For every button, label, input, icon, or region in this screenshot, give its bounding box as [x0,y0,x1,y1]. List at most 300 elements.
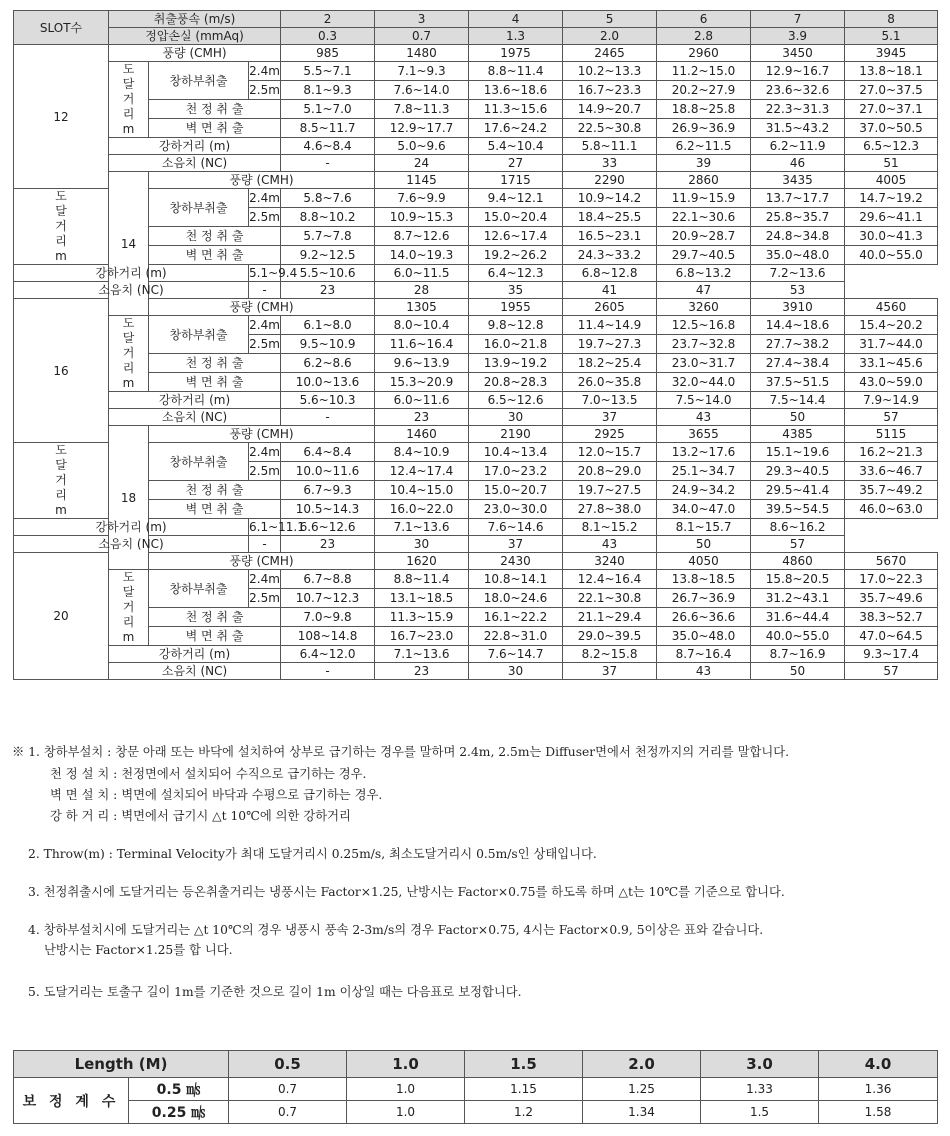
wall-value: 34.0~47.0 [657,500,751,519]
noise-value: 35 [469,282,563,299]
note-5: 5. 도달거리는 토출구 길이 1m를 기준한 것으로 길이 1m 이상일 때는 다음표로 보정합니다. [28,985,522,999]
ceiling-value: 5.1~7.0 [281,100,375,119]
window-25-value: 23.6~32.6 [751,81,845,100]
slot-number: 14 [109,172,149,316]
noise-value: 46 [751,155,845,172]
noise-value: 53 [751,282,845,299]
window-25-value: 12.4~17.4 [375,462,469,481]
ceiling-value: 16.1~22.2 [469,608,563,627]
noise-value: 24 [375,155,469,172]
reach-char: 리 [122,361,135,375]
wall-value: 32.0~44.0 [657,373,751,392]
pressure-value: 0.7 [375,28,469,45]
wall-value: 24.3~33.2 [563,246,657,265]
drop-label: 강하거리 (m) [14,519,249,536]
drop-value: 5.8~11.1 [563,138,657,155]
flow-value: 2860 [657,172,751,189]
noise-label: 소음치 (NC) [109,409,281,426]
window-25-value: 8.1~9.3 [281,81,375,100]
factor-025-2: 1.2 [465,1101,583,1124]
window-25-value: 31.2~43.1 [751,589,845,608]
flow-value: 4050 [657,553,751,570]
wall-value: 12.9~17.7 [375,119,469,138]
window-24-value: 16.2~21.3 [845,443,938,462]
factor-025-1: 1.0 [347,1101,465,1124]
flow-value: 1955 [469,299,563,316]
noise-value: 43 [657,663,751,680]
window-24-value: 14.7~19.2 [845,189,938,208]
flow-value: 3450 [751,45,845,62]
velocity-label: 취출풍속 (m/s) [109,11,281,28]
noise-value: 57 [751,536,845,553]
noise-value: 50 [751,409,845,426]
drop-row [14,646,938,663]
flow-value: 2290 [563,172,657,189]
note-1-wall: 벽 면 설 치 : 벽면에 설치되어 바닥과 수평으로 급기하는 경우. [50,788,383,802]
wall-label: 벽 면 취 출 [149,119,281,138]
reach-char: 도 [55,443,67,457]
flow-row [14,172,938,189]
reach-char: 거 [55,219,67,233]
ceiling-value: 13.9~19.2 [469,354,563,373]
flow-value: 3260 [657,299,751,316]
window-24-value: 6.7~8.8 [281,570,375,589]
drop-row [14,392,938,409]
flow-value: 1715 [469,172,563,189]
ceiling-value: 20.9~28.7 [657,227,751,246]
height-25: 2.5m [249,335,281,354]
reach-distance-label [109,62,149,138]
noise-value: 23 [375,409,469,426]
slot-number: 16 [14,299,109,443]
factor-05-5: 1.36 [819,1078,938,1101]
window-24-value: 9.8~12.8 [469,316,563,335]
reach-char: 거 [55,473,67,487]
ceiling-value: 9.6~13.9 [375,354,469,373]
slot-number: 12 [14,45,109,189]
noise-value: 30 [469,663,563,680]
ceiling-value: 35.7~49.2 [845,481,938,500]
flow-value: 1975 [469,45,563,62]
factor-025-4: 1.5 [701,1101,819,1124]
drop-value: 9.3~17.4 [845,646,938,663]
wall-value: 10.0~13.6 [281,373,375,392]
noise-value: 37 [469,536,563,553]
note-2: 2. Throw(m) : Terminal Velocity가 최대 도달거리시 0.25m/s, 최소도달거리시 0.5m/s인 상태입니다. [28,847,597,861]
reach-char: 도 [122,570,135,584]
reach-char: 거 [122,600,135,614]
height-25: 2.5m [249,208,281,227]
flow-value: 2190 [469,426,563,443]
window-25-value: 16.0~21.8 [469,335,563,354]
wall-label: 벽 면 취 출 [149,500,281,519]
length-5: 4.0 [819,1051,938,1078]
window-25-value: 8.8~10.2 [281,208,375,227]
drop-value: 7.5~14.4 [751,392,845,409]
window-24-value: 5.8~7.6 [281,189,375,208]
factor-05-3: 1.25 [583,1078,701,1101]
noise-row [14,155,938,172]
window-25-value: 11.6~16.4 [375,335,469,354]
drop-label: 강하거리 (m) [109,646,281,663]
wall-row [14,627,938,646]
window-25-value: 27.7~38.2 [751,335,845,354]
window-24-value: 12.5~16.8 [657,316,751,335]
ceiling-row [14,608,938,627]
flow-value: 5115 [845,426,938,443]
flow-value: 4005 [845,172,938,189]
window-25-value: 13.1~18.5 [375,589,469,608]
window-25-value: 7.6~14.0 [375,81,469,100]
drop-label: 강하거리 (m) [14,265,249,282]
flow-value: 4385 [751,426,845,443]
reach-char: 거 [122,92,135,106]
window-24-value: 10.9~14.2 [563,189,657,208]
height-25: 2.5m [249,462,281,481]
window-24-value: 11.2~15.0 [657,62,751,81]
drop-value: 7.5~14.0 [657,392,751,409]
height-24: 2.4m [249,443,281,462]
wall-label: 벽 면 취 출 [149,373,281,392]
window-24-value: 7.1~9.3 [375,62,469,81]
factor-025-0: 0.7 [229,1101,347,1124]
ceiling-label: 천 정 취 출 [149,100,281,119]
drop-value: 8.7~16.4 [657,646,751,663]
ceiling-value: 10.4~15.0 [375,481,469,500]
reach-char: 리 [122,107,135,121]
flow-value: 1460 [375,426,469,443]
ceiling-label: 천 정 취 출 [149,354,281,373]
noise-value: - [281,409,375,426]
window-24-value: 15.8~20.5 [751,570,845,589]
wall-value: 39.5~54.5 [751,500,845,519]
wall-value: 20.8~28.3 [469,373,563,392]
drop-value: 8.1~15.2 [563,519,657,536]
drop-value: 6.8~13.2 [657,265,751,282]
wall-value: 16.0~22.0 [375,500,469,519]
drop-value: 7.6~14.6 [469,519,563,536]
drop-row [14,138,938,155]
length-2: 1.5 [465,1051,583,1078]
pressure-value: 2.8 [657,28,751,45]
slot-header: SLOT수 [14,11,109,45]
drop-value: 6.4~12.0 [281,646,375,663]
noise-row [14,536,938,553]
header-pressure-row [14,28,938,45]
window-25-value: 13.6~18.6 [469,81,563,100]
flow-label: 풍량 (CMH) [109,45,281,62]
noise-label: 소음치 (NC) [14,282,249,299]
ceiling-value: 24.9~34.2 [657,481,751,500]
reach-char: m [55,249,67,263]
ceiling-value: 38.3~52.7 [845,608,938,627]
noise-value: - [249,282,281,299]
window-24-row [14,443,938,462]
reach-char: 거 [122,346,135,360]
noise-value: 33 [563,155,657,172]
noise-value: 30 [469,409,563,426]
wall-value: 19.2~26.2 [469,246,563,265]
height-25: 2.5m [249,589,281,608]
reach-distance-label [14,189,109,265]
reach-char: m [122,630,135,644]
reach-char: 도 [122,316,135,330]
noise-value: 23 [375,663,469,680]
reach-char: 달 [55,204,67,218]
wall-value: 108~14.8 [281,627,375,646]
noise-value: 37 [563,409,657,426]
height-24: 2.4m [249,62,281,81]
drop-value: 6.6~12.6 [281,519,375,536]
window-24-value: 9.4~12.1 [469,189,563,208]
window-25-value: 20.2~27.9 [657,81,751,100]
velocity-value: 5 [563,11,657,28]
window-25-value: 26.7~36.9 [657,589,751,608]
wall-value: 35.0~48.0 [751,246,845,265]
window-25-value: 33.6~46.7 [845,462,938,481]
drop-value: 8.6~16.2 [751,519,845,536]
wall-value: 29.7~40.5 [657,246,751,265]
window-24-value: 12.4~16.4 [563,570,657,589]
window-25-value: 25.1~34.7 [657,462,751,481]
drop-value: 7.6~14.7 [469,646,563,663]
flow-value: 2605 [563,299,657,316]
ceiling-value: 30.0~41.3 [845,227,938,246]
drop-value: 6.5~12.6 [469,392,563,409]
wall-value: 35.0~48.0 [657,627,751,646]
window-24-row [14,62,938,81]
factor-05-0: 0.7 [229,1078,347,1101]
wall-value: 14.0~19.3 [375,246,469,265]
window-24-value: 8.4~10.9 [375,443,469,462]
ceiling-value: 33.1~45.6 [845,354,938,373]
wall-value: 27.8~38.0 [563,500,657,519]
flow-value: 3655 [657,426,751,443]
ceiling-row [14,481,938,500]
window-label: 창하부취출 [149,62,249,100]
pressure-value: 2.0 [563,28,657,45]
flow-value: 4560 [845,299,938,316]
drop-value: 4.6~8.4 [281,138,375,155]
wall-value: 10.5~14.3 [281,500,375,519]
reach-char: 달 [122,331,135,345]
window-25-value: 22.1~30.8 [563,589,657,608]
flow-value: 3435 [751,172,845,189]
note-1-drop: 강 하 거 리 : 벽면에서 급기시 △t 10℃에 의한 강하거리 [50,809,351,823]
reach-char: 달 [55,458,67,472]
wall-row [14,500,938,519]
flow-value: 1305 [375,299,469,316]
window-24-value: 13.2~17.6 [657,443,751,462]
window-24-value: 8.8~11.4 [469,62,563,81]
noise-value: 50 [657,536,751,553]
length-0: 0.5 [229,1051,347,1078]
wall-value: 31.5~43.2 [751,119,845,138]
noise-row [14,409,938,426]
window-24-value: 15.1~19.6 [751,443,845,462]
window-24-value: 10.4~13.4 [469,443,563,462]
velocity-025-label: 0.25 ㎧ [129,1101,229,1124]
window-25-value: 9.5~10.9 [281,335,375,354]
velocity-value: 3 [375,11,469,28]
window-25-value: 23.7~32.8 [657,335,751,354]
ceiling-value: 11.3~15.9 [375,608,469,627]
drop-value: 6.8~12.8 [563,265,657,282]
length-4: 3.0 [701,1051,819,1078]
noise-value: 43 [563,536,657,553]
reach-char: 도 [55,189,67,203]
header-velocity-row [14,11,938,28]
window-25-value: 10.9~15.3 [375,208,469,227]
window-24-value: 10.2~13.3 [563,62,657,81]
drop-value: 6.4~12.3 [469,265,563,282]
window-24-value: 14.4~18.6 [751,316,845,335]
velocity-value: 2 [281,11,375,28]
ceiling-value: 18.2~25.4 [563,354,657,373]
factor-025-5: 1.58 [819,1101,938,1124]
window-24-value: 5.5~7.1 [281,62,375,81]
flow-value: 1620 [375,553,469,570]
flow-value: 1480 [375,45,469,62]
ceiling-value: 12.6~17.4 [469,227,563,246]
noise-value: 43 [657,409,751,426]
window-label: 창하부취출 [149,570,249,608]
flow-value: 2465 [563,45,657,62]
noise-label: 소음치 (NC) [14,536,249,553]
drop-value: 6.0~11.5 [375,265,469,282]
ceiling-label: 천 정 취 출 [149,608,281,627]
window-25-value: 16.7~23.3 [563,81,657,100]
window-25-value: 27.0~37.5 [845,81,938,100]
window-24-row [14,316,938,335]
drop-row [14,265,938,282]
noise-value: 28 [375,282,469,299]
wall-value: 8.5~11.7 [281,119,375,138]
wall-value: 22.8~31.0 [469,627,563,646]
note-1-ceiling: 천 정 설 치 : 천정면에서 설치되어 수직으로 급기하는 경우. [50,767,367,781]
reach-distance-label [109,570,149,646]
ceiling-value: 31.6~44.4 [751,608,845,627]
window-24-value: 11.4~14.9 [563,316,657,335]
wall-value: 16.7~23.0 [375,627,469,646]
window-24-value: 17.0~22.3 [845,570,938,589]
window-24-value: 12.0~15.7 [563,443,657,462]
window-label: 창하부취출 [149,316,249,354]
wall-value: 40.0~55.0 [751,627,845,646]
drop-value: 6.1~11.1 [249,520,305,534]
window-24-value: 12.9~16.7 [751,62,845,81]
flow-value: 1145 [375,172,469,189]
drop-value: 7.1~13.6 [375,519,469,536]
noise-value: 37 [563,663,657,680]
reach-char: 달 [122,585,135,599]
drop-value: 8.7~16.9 [751,646,845,663]
ceiling-value: 6.7~9.3 [281,481,375,500]
wall-value: 37.0~50.5 [845,119,938,138]
wall-value: 26.0~35.8 [563,373,657,392]
ceiling-label: 천 정 취 출 [149,481,281,500]
velocity-value: 4 [469,11,563,28]
note-1-window: ※ 1. 창하부설치 : 창문 아래 또는 바닥에 설치하여 상부로 급기하는 경우를 말하며 2.4m, 2.5m는 Diffuser면에서 천정까지의 거리를 말합니다. [12,745,790,759]
ceiling-value: 24.8~34.8 [751,227,845,246]
wall-value: 43.0~59.0 [845,373,938,392]
flow-row [14,299,938,316]
noise-value: - [249,536,281,553]
drop-value: 5.6~10.3 [281,392,375,409]
flow-label: 풍량 (CMH) [149,299,375,316]
wall-row [14,246,938,265]
noise-value: 47 [657,282,751,299]
ceiling-value: 26.6~36.6 [657,608,751,627]
length-3: 2.0 [583,1051,701,1078]
ceiling-value: 16.5~23.1 [563,227,657,246]
wall-value: 17.6~24.2 [469,119,563,138]
wall-value: 47.0~64.5 [845,627,938,646]
flow-row [14,553,938,570]
reach-char: m [122,376,135,390]
window-25-value: 35.7~49.6 [845,589,938,608]
window-25-value: 10.0~11.6 [281,462,375,481]
window-24-value: 7.6~9.9 [375,189,469,208]
window-label: 창하부취출 [149,189,249,227]
window-25-value: 25.8~35.7 [751,208,845,227]
ceiling-value: 7.0~9.8 [281,608,375,627]
reach-distance-label [14,443,109,519]
window-24-value: 15.4~20.2 [845,316,938,335]
wall-value: 29.0~39.5 [563,627,657,646]
window-24-value: 13.8~18.5 [657,570,751,589]
wall-value: 46.0~63.0 [845,500,938,519]
window-25-value: 20.8~29.0 [563,462,657,481]
drop-label: 강하거리 (m) [109,392,281,409]
window-label: 창하부취출 [149,443,249,481]
reach-distance-label [109,316,149,392]
length-1: 1.0 [347,1051,465,1078]
drop-value: 5.5~10.6 [281,265,375,282]
wall-value: 40.0~55.0 [845,246,938,265]
drop-value: 5.0~9.6 [375,138,469,155]
flow-label: 풍량 (CMH) [149,553,375,570]
ceiling-value: 14.9~20.7 [563,100,657,119]
drop-value: 6.2~11.5 [657,138,751,155]
drop-value: 8.1~15.7 [657,519,751,536]
flow-value: 3910 [751,299,845,316]
reach-char: 리 [55,488,67,502]
flow-value: 2960 [657,45,751,62]
velocity-value: 8 [845,11,938,28]
wall-label: 벽 면 취 출 [149,246,281,265]
drop-value: 5.1~9.4 [249,266,298,280]
reach-char: m [55,503,67,517]
wall-value: 15.3~20.9 [375,373,469,392]
pressure-label: 정압손실 (mmAq) [109,28,281,45]
noise-value: 39 [657,155,751,172]
ceiling-value: 11.3~15.6 [469,100,563,119]
window-24-value: 13.7~17.7 [751,189,845,208]
noise-value: 51 [845,155,938,172]
ceiling-value: 23.0~31.7 [657,354,751,373]
flow-label: 풍량 (CMH) [149,172,375,189]
flow-value: 985 [281,45,375,62]
ceiling-value: 15.0~20.7 [469,481,563,500]
ceiling-value: 5.7~7.8 [281,227,375,246]
window-25-value: 29.3~40.5 [751,462,845,481]
ceiling-row [14,227,938,246]
noise-value: 27 [469,155,563,172]
flow-row [14,45,938,62]
height-25: 2.5m [249,81,281,100]
ceiling-value: 22.3~31.3 [751,100,845,119]
